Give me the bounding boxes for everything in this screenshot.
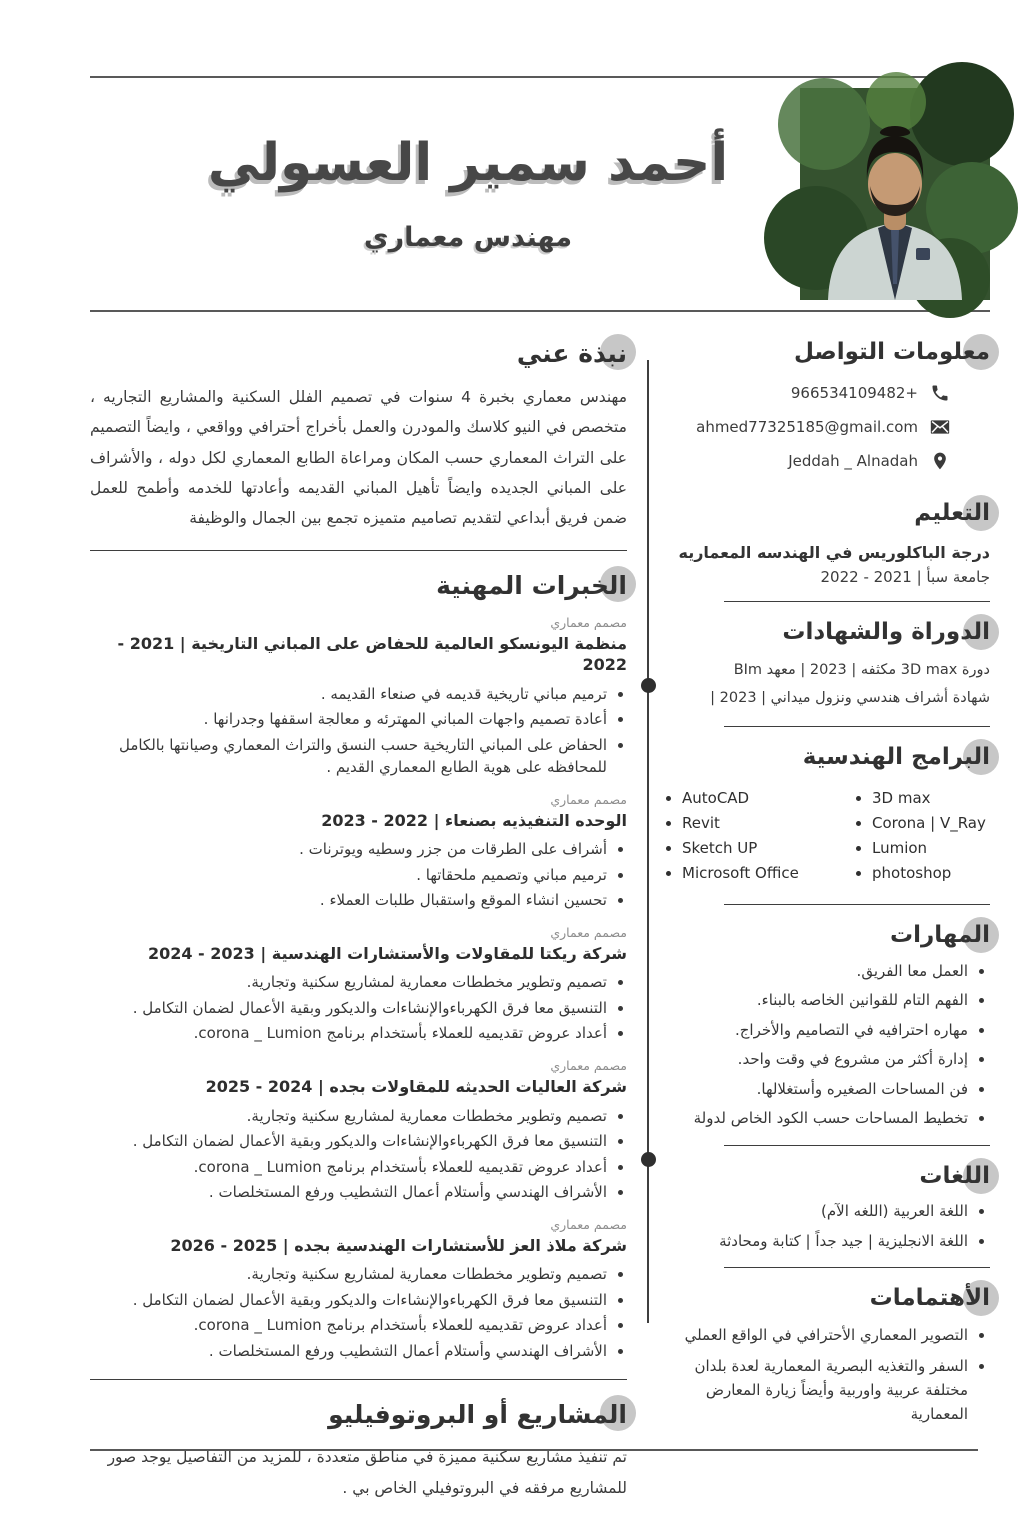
experience-job	[90, 1058, 627, 1204]
skill-item: • تخطيط المساحات حسب الكود الخاص لدولة	[660, 1107, 968, 1130]
job-title: منظمة اليونسكو العالمية للحفاض على المباني التاريخية | 2021 - 2022	[117, 633, 627, 675]
program-item: • Lumion	[872, 839, 986, 857]
portfolio-text: تم تنفيذ مشاريع سكنية مميزة في مناطق متعددة ، للمزيد من التفاصيل يوجد صور للمشاريع مرفقه في البروتوفيلي الخاص بي .	[107, 1448, 627, 1497]
interests-heading: الأهتمامات	[869, 1285, 990, 1312]
experience-heading: الخبرات المهنية	[436, 571, 627, 601]
experience-job	[90, 792, 627, 912]
job-bullets	[90, 1105, 627, 1204]
job-bullet: • الأشراف الهندسي وأستلام أعمال التشطيب ورفع المستخلصات .	[90, 1181, 607, 1204]
programs-heading: البرامج الهندسية	[802, 744, 990, 771]
email-icon	[930, 417, 950, 437]
skill-item: • إدارة أكثر من مشروع في وقت واحد.	[660, 1048, 968, 1071]
sidebar-separator	[724, 1267, 990, 1268]
person-name: أحمد سمير العسولي	[207, 132, 729, 193]
contact-item-email	[660, 417, 950, 437]
programs-column-2	[850, 782, 986, 889]
contact-heading: معلومات التواصل	[794, 339, 990, 365]
job-bullet: • التنسيق معا فرق الكهرباءوالإنشاءات والديكور وبقية الأعمال لضمان التكامل .	[90, 997, 607, 1020]
skill-item: • مهاره احترافيه في التصاميم والأخراج.	[660, 1019, 968, 1042]
job-bullet: • التنسيق معا فرق الكهرباءوالإنشاءات والديكور وبقية الأعمال لضمان التكامل .	[90, 1130, 607, 1153]
content-columns	[90, 312, 990, 1503]
experience-job	[90, 925, 627, 1045]
job-bullet: • الأشراف الهندسي وأستلام أعمال التشطيب ورفع المستخلصات .	[90, 1340, 607, 1363]
program-item: • Revit	[682, 814, 844, 832]
header-text	[90, 88, 800, 300]
main-separator	[90, 550, 627, 551]
programs-columns	[660, 782, 990, 889]
contact-item-location	[660, 451, 950, 471]
skills-heading: المهارات	[890, 921, 990, 948]
education-heading: التعليم	[914, 499, 990, 526]
program-item: • AutoCAD	[682, 789, 844, 807]
email-address: ahmed77325185@gmail.com	[696, 417, 918, 436]
job-bullet: • تصميم وتطوير مخططات معمارية لمشاريع سكنية وتجارية.	[90, 1105, 607, 1128]
program-item: • Sketch UP	[682, 839, 844, 857]
program-item: • photoshop	[872, 864, 986, 882]
skill-item: • فن المساحات الصغيره وأستغلالها.	[660, 1078, 968, 1101]
skills-list	[660, 960, 990, 1130]
person-job-title: مهندس معماري	[363, 222, 573, 254]
sidebar-separator	[724, 601, 990, 602]
section-contact	[660, 338, 990, 471]
programs-column-1	[660, 782, 844, 889]
skill-item: • الفهم التام للقوانين الخاصه بالبناء.	[660, 989, 968, 1012]
portfolio-heading: المشاريع أو البروتوفيليو	[328, 1400, 627, 1430]
phone-icon	[930, 383, 950, 403]
bottom-rule	[90, 1449, 978, 1451]
job-bullet: • ترميم مباني وتصميم ملحقاتها .	[90, 864, 607, 887]
job-title: الوحده التنفيذيه بصنعاء | 2022 - 2023	[321, 810, 627, 830]
program-item: • Corona | V_Ray	[872, 814, 986, 832]
certificate-item: شهادة أشراف هندسي ونزول ميداني | 2023 |	[710, 690, 990, 707]
interests-list	[660, 1323, 990, 1426]
location-icon	[930, 451, 950, 471]
header	[90, 88, 990, 300]
job-title: شركة العاليات الحديثه للمقاولات بجده | 2024 - 2025	[205, 1076, 627, 1096]
job-title: شركة ريكتا للمقاولات والأستشارات الهندسية | 2023 - 2024	[147, 943, 627, 963]
job-bullet: • تصميم وتطوير مخططات معمارية لمشاريع سكنية وتجارية.	[90, 1263, 607, 1286]
certificate-item: دورة 3D max مكثفه | 2023 | معهد BIm	[733, 662, 990, 679]
contact-list	[660, 383, 990, 471]
about-heading: نبذة عني	[516, 339, 627, 368]
divider-dot	[641, 678, 656, 693]
language-item: • اللغة الانجليزية | جيد جداً | كتابة ومحادثة	[660, 1230, 968, 1253]
resume-page	[0, 76, 1024, 1524]
job-role: مصمم معماري	[550, 614, 627, 630]
job-role: مصمم معماري	[550, 924, 627, 940]
job-bullet: • أعداد عروض تقديميه للعملاء بأستخدام برنامج corona _ Lumion.	[90, 1314, 607, 1337]
languages-list	[660, 1200, 990, 1252]
main-separator	[90, 1379, 627, 1380]
section-programs	[660, 743, 990, 905]
section-about	[90, 338, 627, 533]
job-bullet: • تحسين انشاء الموقع واستقبال طلبات العملاء .	[90, 889, 607, 912]
job-bullet: • التنسيق معا فرق الكهرباءوالإنشاءات والديكور وبقية الأعمال لضمان التكامل .	[90, 1289, 607, 1312]
sidebar-separator	[724, 904, 990, 905]
skill-item: • العمل معا الفريق.	[660, 960, 968, 983]
divider-dot	[641, 1152, 656, 1167]
column-divider	[647, 360, 649, 1323]
job-bullet: • أشراف على الطرقات من جزر وسطيه ويوترنات .	[90, 838, 607, 861]
program-item: • Microsoft Office	[682, 864, 844, 882]
job-bullet: • أعادة تصميم واجهات المباني المهترئه و معالجة اسقفها وجدرانها .	[90, 708, 607, 731]
job-bullet: • أعداد عروض تقديميه للعملاء بأستخدام برنامج corona _ Lumion.	[90, 1156, 607, 1179]
job-role: مصمم معماري	[550, 1216, 627, 1232]
section-experience	[90, 570, 627, 1362]
job-bullets	[90, 838, 627, 912]
section-education	[660, 499, 990, 603]
interest-item: • التصوير المعماري الأحترافي في الواقع العملي	[660, 1323, 968, 1347]
job-bullets	[90, 683, 627, 779]
education-school-dates: جامعة سبأ | 2021 - 2022	[820, 568, 990, 587]
job-bullet: • تصميم وتطوير مخططات معمارية لمشاريع سكنية وتجارية.	[90, 971, 607, 994]
job-role: مصمم معماري	[550, 791, 627, 807]
contact-item-phone	[660, 383, 950, 403]
main-column	[90, 338, 627, 1503]
job-bullet: • ترميم مباني تاريخية قديمه في صنعاء القديمه .	[90, 683, 607, 706]
education-degree: درجة الباكلوريس في الهندسه المعماريه	[678, 542, 990, 562]
sidebar-separator	[724, 726, 990, 727]
about-text: مهندس معماري بخبرة 4 سنوات في تصميم الفلل السكنية والمشاريع التجاريه ، متخصص في النيو كلاسك والمودرن والعمل بأخراج أحترافي وواقعي ، وايضاً التصميم على التراث المعماري حسب المكان ومراعاة الطابع المعماري لكل دوله ، والأشراف على المباني الجديده وايضاً تأهيل المباني القديمه وأعادتها للخدمه وأطمح للعمل ضمن فريق أبداعي لتقديم تصاميم متميزه تجمع بين الجمال والوظيفة	[90, 388, 627, 528]
language-item: • اللغة العربية (اللغه الآم)	[660, 1200, 968, 1223]
sidebar	[660, 338, 990, 1503]
job-role: مصمم معماري	[550, 1057, 627, 1073]
section-languages	[660, 1162, 990, 1269]
phone-number: +966534109482	[790, 383, 918, 402]
location-text: Jeddah _ Alnadah	[788, 451, 918, 470]
certificates-heading: الدوراة والشهادات	[782, 619, 990, 646]
top-rule	[90, 76, 938, 78]
experience-job	[90, 615, 627, 779]
job-bullets	[90, 1263, 627, 1362]
profile-photo	[800, 88, 990, 300]
job-bullet: • الحفاض على المباني التاريخية حسب النسق والتراث المعماري وصيانتها بالكامل للمحافظه على هوية الطابع المعماري القديم .	[90, 734, 607, 779]
sidebar-separator	[724, 1145, 990, 1146]
experience-job	[90, 1217, 627, 1363]
languages-heading: اللغات	[919, 1162, 990, 1189]
job-bullets	[90, 971, 627, 1045]
program-item: • 3D max	[872, 789, 986, 807]
interest-item: • السفر والتغذيه البصرية المعمارية لعدة بلدان مختلفة عربية واوربية وأيضاً زيارة المعارض المعمارية	[660, 1354, 968, 1426]
section-certificates	[660, 618, 990, 727]
section-portfolio	[90, 1399, 627, 1503]
section-interests	[660, 1284, 990, 1426]
job-bullet: • أعداد عروض تقديميه للعملاء بأستخدام برنامج corona _ Lumion.	[90, 1022, 607, 1045]
job-title: شركة ملاذ العز للأستشارات الهندسية بجده | 2025 - 2026	[170, 1235, 627, 1255]
section-skills	[660, 921, 990, 1146]
